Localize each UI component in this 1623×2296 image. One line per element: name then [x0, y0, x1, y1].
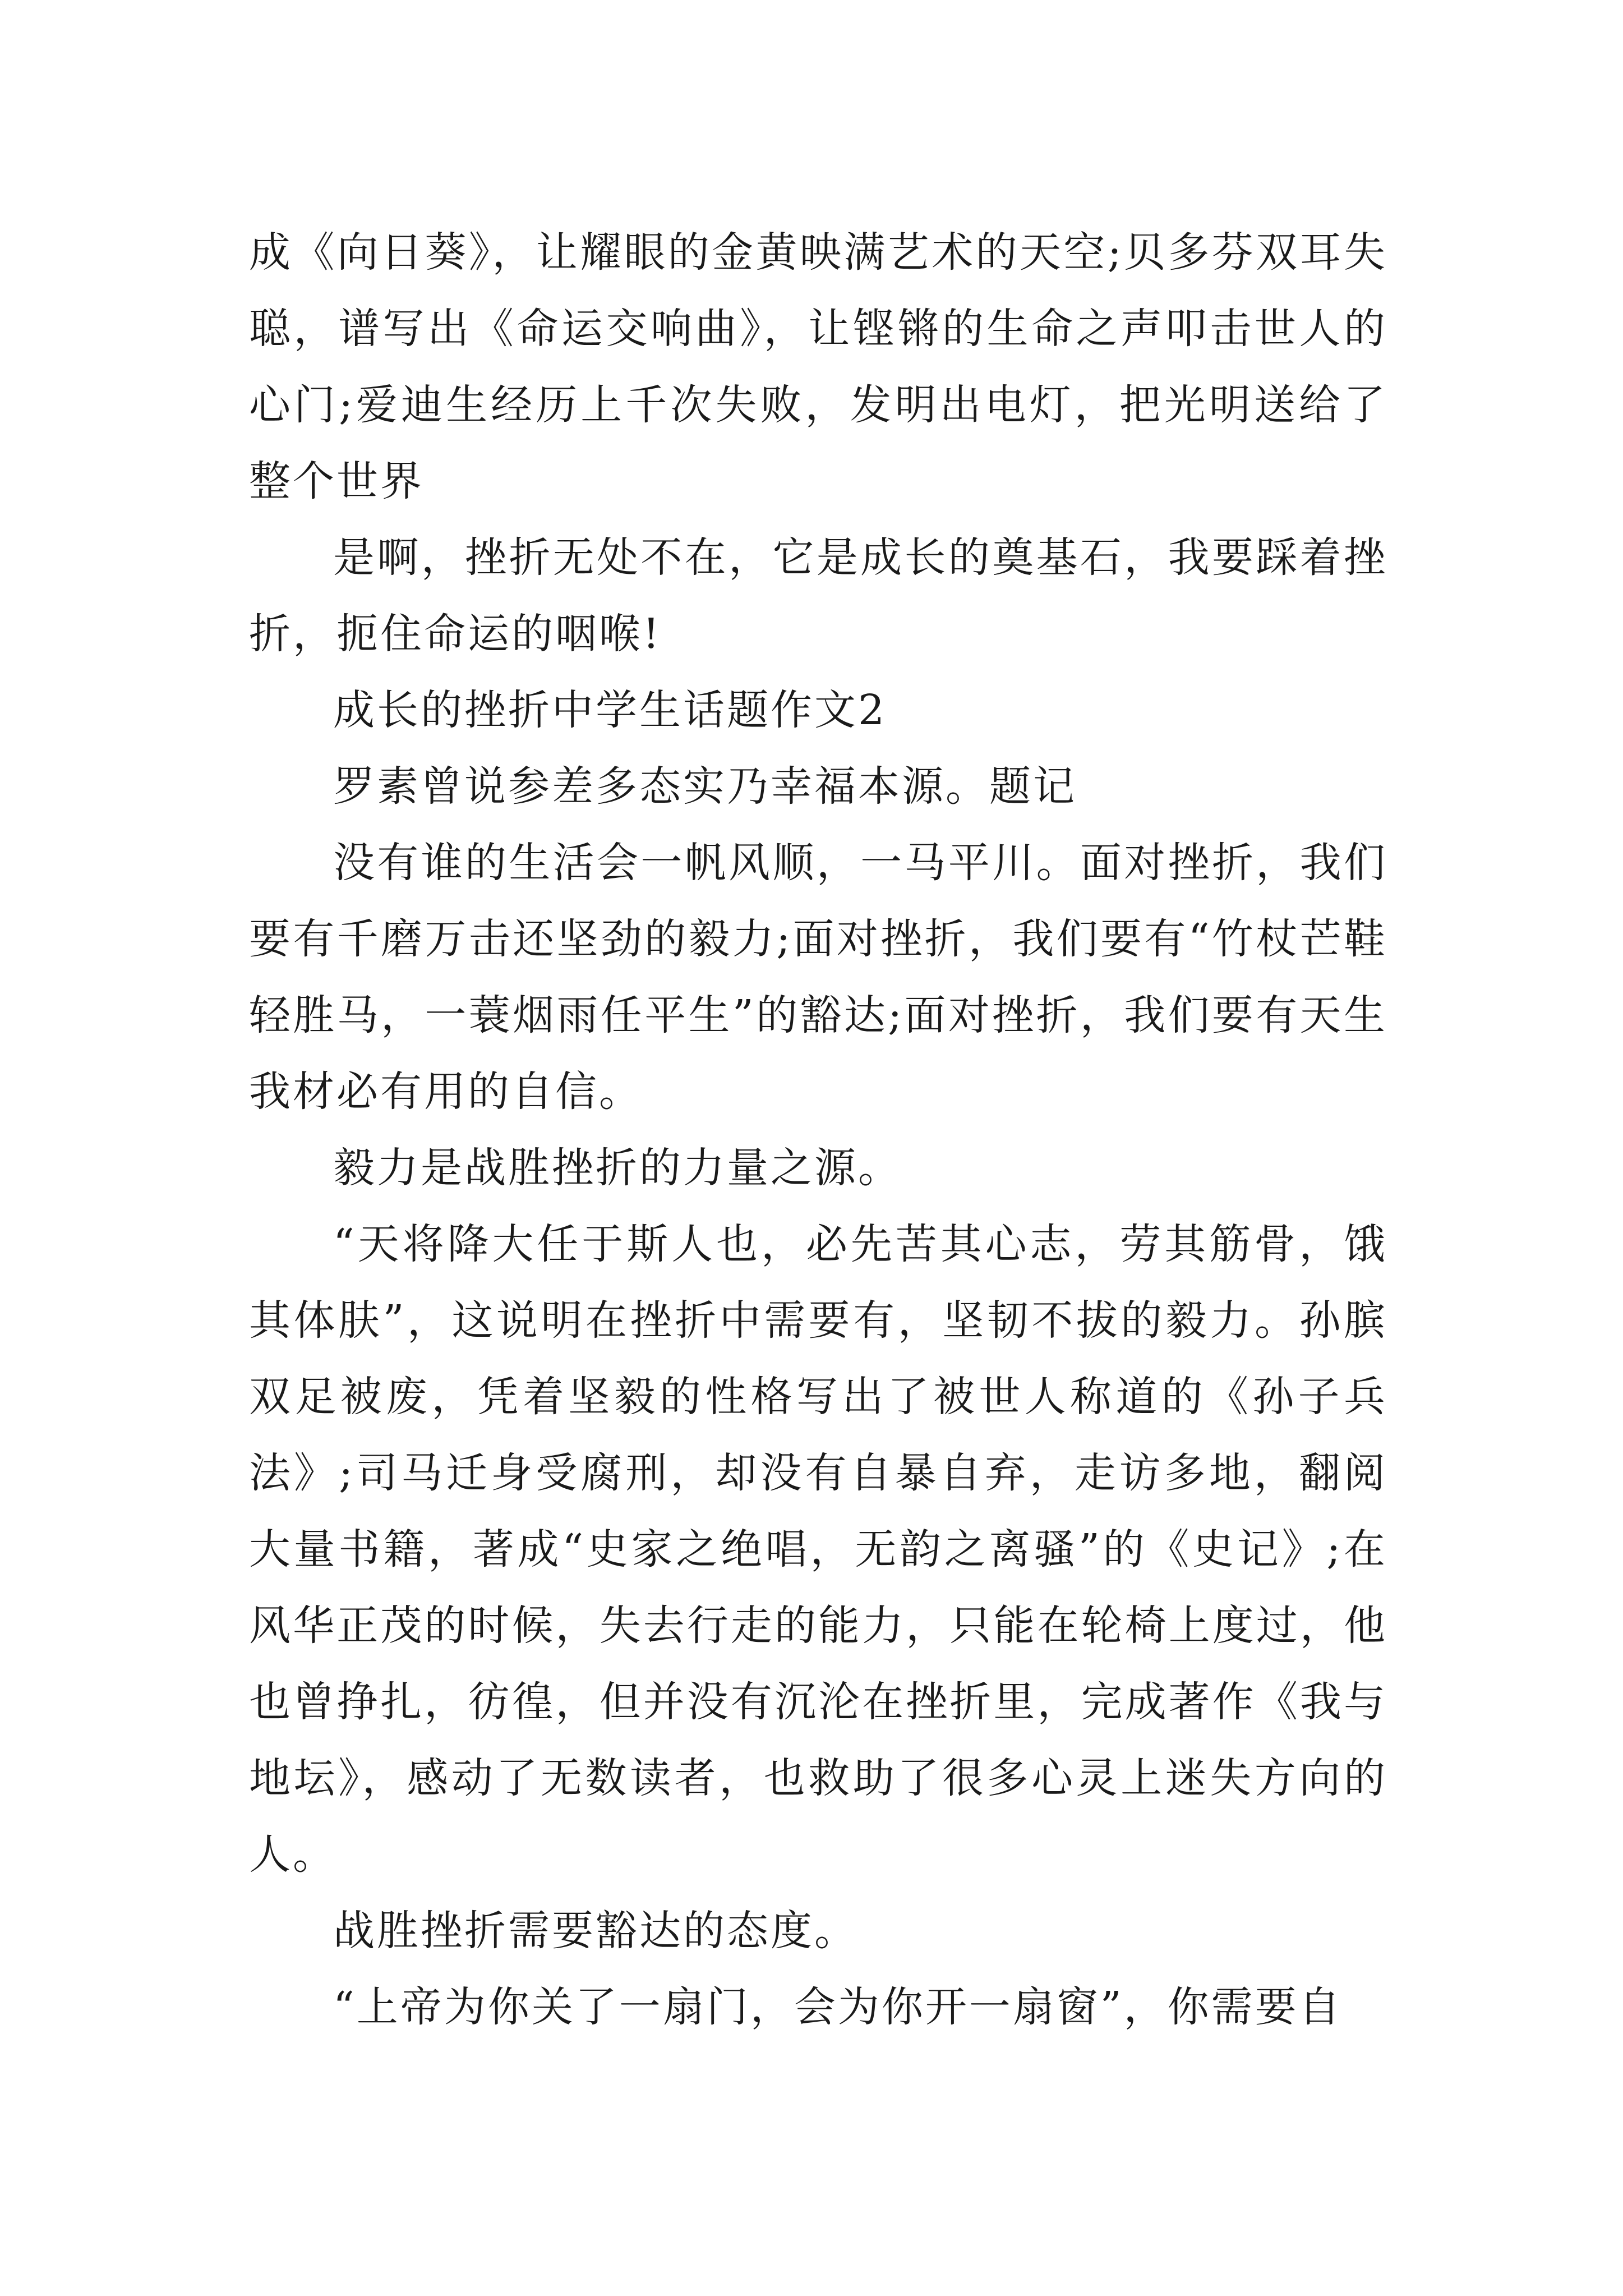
paragraph: “天将降大任于斯人也，必先苦其心志，劳其筋骨，饿其体肤”，这说明在挫折中需要有，坚韧不拔的毅力。孙膑双足被废，凭着坚毅的性格写出了被世人称道的《孙子兵法》;司马迁身受腐刑，却没有自暴自弃，走访多地，翻阅大量书籍，著成“史家之绝唱，无韵之离骚”的《史记》;在风华正茂的时候，失去行走的能力，只能在轮椅上度过，他也曾挣扎，彷徨，但并没有沉沦在挫折里，完成著作《我与地坛》，感动了无数读者，也救助了很多心灵上迷失方向的人。 [249, 1220, 1387, 1879]
paragraph: 没有谁的生活会一帆风顺，一马平川。面对挫折，我们要有千磨万击还坚劲的毅力;面对挫折，我们要有“竹杖芒鞋轻胜马，一蓑烟雨任平生”的豁达;面对挫折，我们要有天生我材必有用的自信。 [249, 839, 1387, 1116]
paragraph-continuation: 成《向日葵》，让耀眼的金黄映满艺术的天空;贝多芬双耳失聪，谱写出《命运交响曲》，让铿锵的生命之声叩击世人的心门;爱迪生经历上千次失败，发明出电灯，把光明送给了整个世界 [249, 228, 1387, 505]
epigraph: 罗素曾说参差多态实乃幸福本源。题记 [333, 762, 1077, 811]
paragraph: 毅力是战胜挫折的力量之源。 [333, 1144, 902, 1192]
article-body [249, 214, 1387, 2045]
paragraph: 是啊，挫折无处不在，它是成长的奠基石，我要踩着挫折，扼住命运的咽喉! [249, 533, 1387, 658]
paragraph: 战胜挫折需要豁达的态度。 [333, 1907, 858, 1955]
essay-title: 成长的挫折中学生话题作文2 [333, 686, 887, 734]
paragraph: “上帝为你关了一扇门，会为你开一扇窗”，你需要自 [333, 1983, 1343, 2031]
